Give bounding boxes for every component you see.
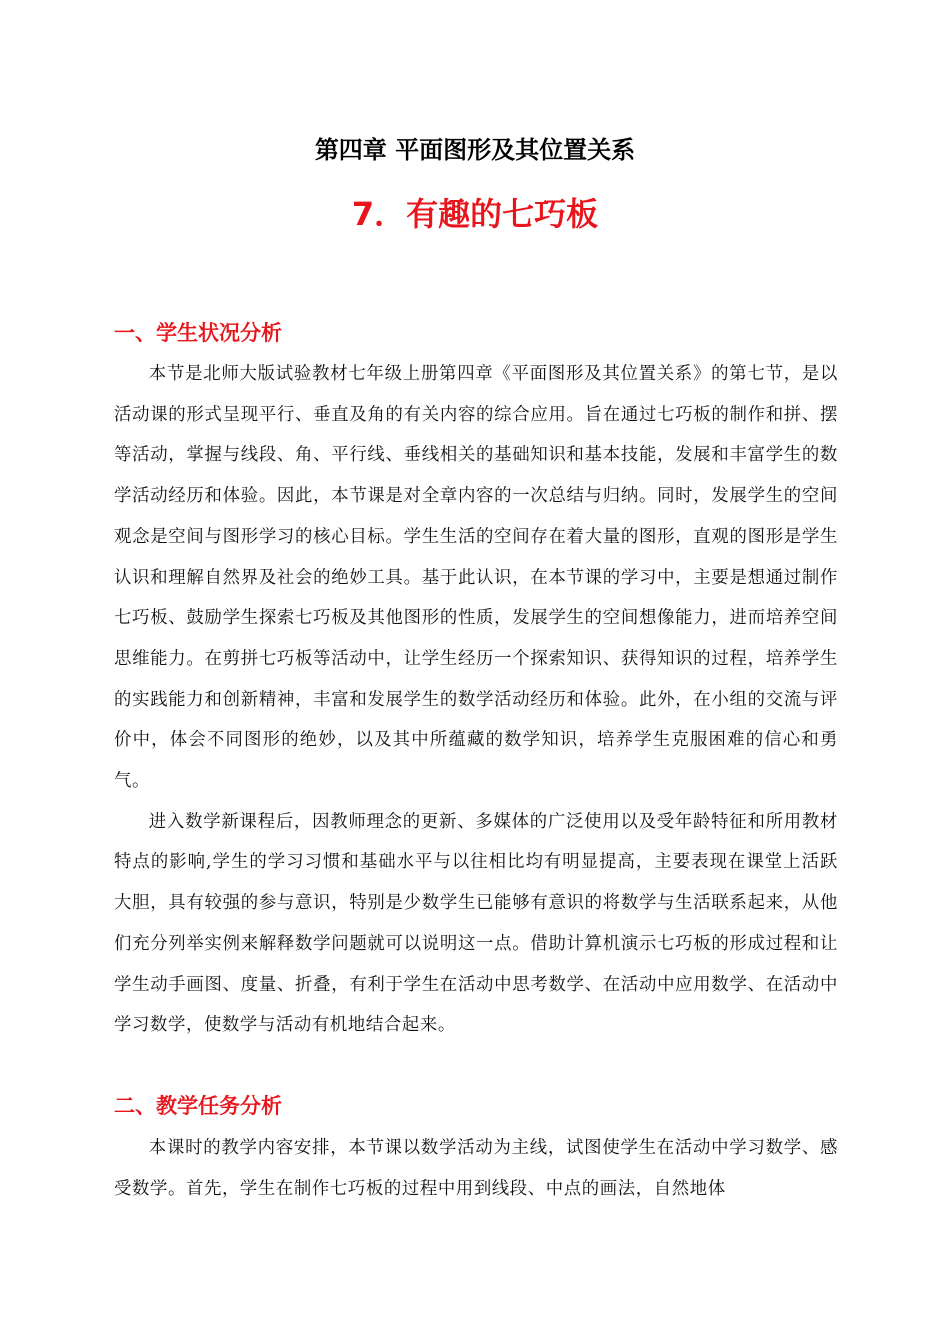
paragraph: 本课时的教学内容安排，本节课以数学活动为主线，试图使学生在活动中学习数学、感受数学。首先，学生在制作七巧板的过程中用到线段、中点的画法，自然地体	[114, 1138, 838, 1199]
section-body-task-analysis	[114, 1128, 838, 1209]
section-heading-student-analysis: 一、学生状况分析	[114, 321, 282, 345]
section-heading-task-analysis: 二、教学任务分析	[114, 1094, 282, 1118]
lesson-title: 7．有趣的七巧板	[351, 195, 599, 233]
chapter-title: 第四章 平面图形及其位置关系	[314, 136, 636, 164]
paragraph: 本节是北师大版试验教材七年级上册第四章《平面图形及其位置关系》的第七节，是以活动课的形式呈现平行、垂直及角的有关内容的综合应用。旨在通过七巧板的制作和拼、摆等活动，掌握与线段、角、平行线、垂线相关的基础知识和基本技能，发展和丰富学生的数学活动经历和体验。因此，本节课是对全章内容的一次总结与归纳。同时，发展学生的空间观念是空间与图形学习的核心目标。学生生活的空间存在着大量的图形，直观的图形是学生认识和理解自然界及社会的绝妙工具。基于此认识，在本节课的学习中，主要是想通过制作七巧板、鼓励学生探索七巧板及其他图形的性质，发展学生的空间想像能力，进而培养空间思维能力。在剪拼七巧板等活动中，让学生经历一个探索知识、获得知识的过程，培养学生的实践能力和创新精神，丰富和发展学生的数学活动经历和体验。此外，在小组的交流与评价中，体会不同图形的绝妙，以及其中所蕴藏的数学知识，培养学生克服困难的信心和勇气。	[114, 364, 838, 792]
paragraph: 进入数学新课程后，因教师理念的更新、多媒体的广泛使用以及受年龄特征和所用教材特点的影响,学生的学习习惯和基础水平与以往相比均有明显提高，主要表现在课堂上活跃大胆，具有较强的参与意识，特别是少数学生已能够有意识的将数学与生活联系起来，从他们充分列举实例来解释数学问题就可以说明这一点。借助计算机演示七巧板的形成过程和让学生动手画图、度量、折叠，有利于学生在活动中思考数学、在活动中应用数学、在活动中学习数学，使数学与活动有机地结合起来。	[114, 811, 838, 1036]
section-body-student-analysis	[114, 354, 838, 1046]
